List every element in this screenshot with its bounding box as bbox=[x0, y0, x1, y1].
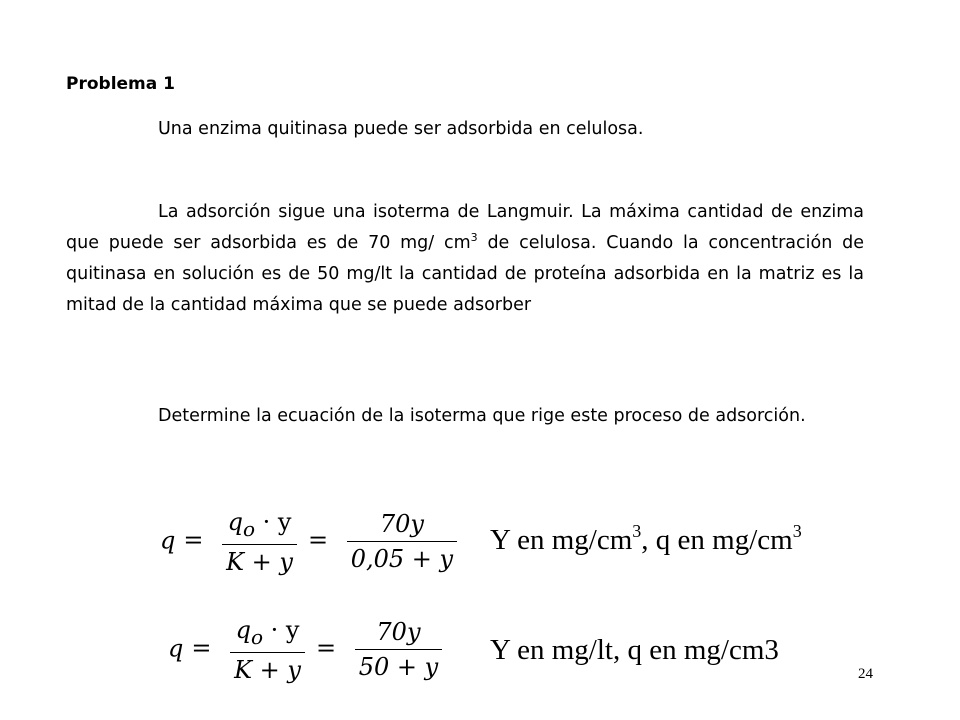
eq2-equals-sign-2: = bbox=[315, 634, 337, 663]
page-number: 24 bbox=[858, 666, 873, 682]
eq2-q-subscript: o bbox=[250, 624, 264, 649]
eq1-denominator-general: K + y bbox=[226, 547, 293, 576]
eq1-numerator-general bbox=[222, 508, 297, 545]
eq2-equals-sign: = bbox=[191, 634, 212, 663]
eq1-fraction-general bbox=[222, 508, 297, 576]
eq2-times-y: · y bbox=[263, 616, 300, 644]
units-1-sup-q: 3 bbox=[792, 521, 802, 541]
units-line-2: Y en mg/lt, q en mg/cm3 bbox=[490, 634, 779, 666]
units-1-q: , q en mg/cm bbox=[641, 524, 793, 556]
eq1-denominator-numeric: 0,05 + y bbox=[350, 545, 454, 574]
cm-cubed-superscript: 3 bbox=[470, 231, 478, 244]
problem-title: Problema 1 bbox=[66, 74, 175, 94]
paragraph-langmuir-part-b: de celulosa. Cuando la concentración de quitinasa en solución es de 50 mg/lt la cantidad de proteína adsorbida en la matriz es la mitad de la cantidad máxima que se puede adsorber bbox=[66, 233, 864, 315]
eq1-times-y: · y bbox=[255, 508, 292, 536]
units-1-y: Y en mg/cm bbox=[490, 524, 633, 556]
eq1-equals-sign: = bbox=[183, 526, 204, 555]
eq1-q-subscript: o bbox=[242, 516, 256, 541]
equation-langmuir-lt bbox=[168, 616, 445, 684]
eq2-fraction-numeric bbox=[355, 618, 442, 681]
eq2-denominator-general: K + y bbox=[234, 655, 301, 684]
eq2-q-symbol: q bbox=[235, 616, 251, 644]
units-1-sup-y: 3 bbox=[632, 521, 642, 541]
equation-langmuir-cm3 bbox=[160, 508, 460, 576]
paragraph-langmuir-part-a: La adsorción sigue una isoterma de Langmuir. La máxima cantidad de enzima que puede ser adsorbida es de 70 mg/ cm bbox=[66, 202, 864, 253]
paragraph-intro: Una enzima quitinasa puede ser adsorbida en celulosa. bbox=[158, 119, 644, 139]
eq2-numerator-numeric: 70y bbox=[355, 618, 442, 650]
eq2-lhs: q bbox=[168, 634, 184, 663]
paragraph-langmuir bbox=[66, 197, 864, 321]
eq1-lhs: q bbox=[160, 526, 176, 555]
eq1-fraction-numeric bbox=[347, 510, 457, 573]
eq2-fraction-general bbox=[230, 616, 305, 684]
eq2-numerator-general bbox=[230, 616, 305, 653]
eq2-denominator-numeric: 50 + y bbox=[358, 653, 439, 682]
units-line-1 bbox=[490, 521, 802, 557]
paragraph-question: Determine la ecuación de la isoterma que rige este proceso de adsorción. bbox=[158, 406, 806, 426]
eq1-q-symbol: q bbox=[227, 508, 243, 536]
eq1-equals-sign-2: = bbox=[307, 526, 329, 555]
eq1-numerator-numeric: 70y bbox=[347, 510, 457, 542]
